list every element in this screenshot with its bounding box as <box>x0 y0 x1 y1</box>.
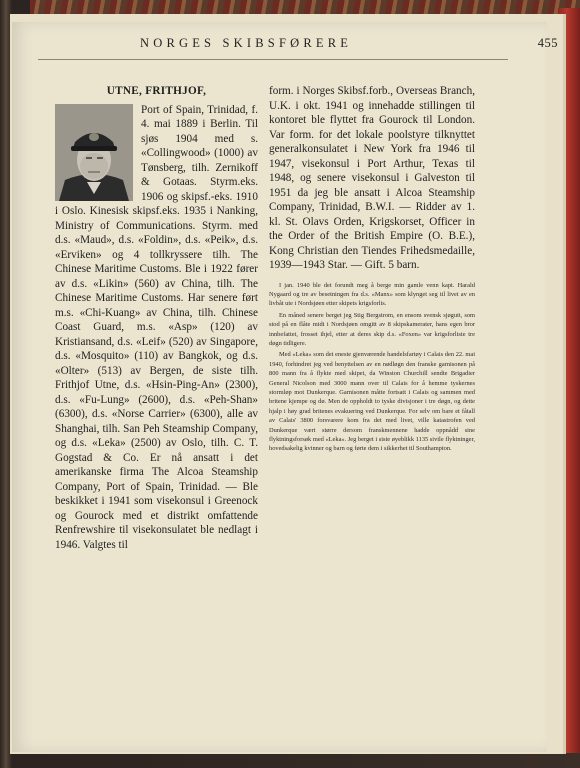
portrait-photo <box>55 104 133 201</box>
small-paragraph: I jan. 1940 ble det forundt meg å berge min gamle venn kapt. Harald Nygaard og tre av besetningen fra d.s. «Manx» som klynget seg til livet av en livbåt ute i Nordsjøen etter skipets krigsforlis. <box>269 281 475 308</box>
right-column <box>269 84 475 456</box>
small-print-notes <box>269 281 475 454</box>
running-title: NORGES SKIBSFØRERE <box>140 36 353 50</box>
header-rule <box>38 59 508 60</box>
entry-left-text: Port of Spain, Trinidad, f. 4. mai 1889 i Berlin. Til sjøs 1904 med s. «Collingwood» (1000) av Tønsberg, tilh. Zernikoff & Gotaas. Styrm.eks. 1906 og skipsf.-eks. 1910 i Oslo. Kinesisk skipsf.eks. 1935 i Nanking, Ministry of Communications. Styrm. med d.s. «Maud», d.s. «Foldin», d.s. «Peik», d.s. «Erviken» og 4 tollkryssere tilh. The Chinese Maritime Customs. Ble i 1922 fører av d.s. «Likin» (560) av China, tilh. The Chinese Maritime Customs. Har senere ført m.s. «Chi-Kuang» av China, tilh. Chinese Coast Guard, m.s. «Asp» (120) av Kristiansand, d.s. «Leif» (520) av Singapore, d.s. «Mosquito» (110) av Bangkok, og d.s. «Olter» (513) av Bergen, de siste tilh. Frithjof Utne, d.s. «Hsin-Ping-An» (2300), d.s. «Fu-Lung» (2600), d.s. «Peh-Shan» (6300), d.s. «Norse Carrier» (6300), alle av Shanghai, tilh. San Peh Steamship Company, og d.s. «Leka» (2500) av Oslo, tilh. C. T. Gogstad & Co. Er nå ansatt i det amerikanske firma The Alcoa Steamship Company, Port of Spain, Trinidad. — Ble beskikket i 1941 som visekonsul i Greenock og Gourock med et distrikt omfattende Renfrewshire til visekonsulatet ble nedlagt i 1946. Valgtes til <box>55 103 258 551</box>
entry-right-text: form. i Norges Skibsf.forb., Overseas Branch, U.K. i okt. 1941 og innehadde stillingen til kontoret ble flyttet fra Gourock til London. Var form. for det lokale poolstyre tilknyttet generalkonsulatet i New York fra 1946 til 1947, visekonsul i Port Arthur, Texas til 1948, og senere visekonsul i Galveston til 1951 da jeg ble ansatt i Alcoa Steamship Company, Trinidad, B.W.I. — Ridder av 1. kl. St. Olavs Orden, Krigskorset, Officer in the Order of the British Empire (O. B.E.), Kong Christian den Tiendes Frihedsmedaille, 1939—1943 Star. — Gift. 5 barn. <box>269 85 475 271</box>
small-paragraph: Med «Leka» som det eneste gjenværende handelsfartøy i Calais den 22. mai 1940, forhindret jeg ved benyttelsen av en nødløgn den franske garnisonen på 800 mann fra å flykte med skipet, da Winston Churchill sendte Brigadier General Nicolson med 3000 mann over til Calais for å hemme tyskernes stormløp mot Dunkerque. Garnisonen måtte fortsatt i Calais og sammen med britene kjempe og dø. Men de oppholdt to tyske divisjoner i tre døgn, og dette hjalp i høy grad britenes evakuering ved Dunkerque. For selv om bare et fåtall av Calais' 3800 forsvarere kom fra det med livet, ville katastrofen ved Dunkerque vært større dersom franskmennene hadde oppnådd sine flyktningsforsøk med «Leka». Jeg berget i siste øyeblikk 1135 sivile flyktninger, hovedsakelig kvinner og barn og førte dem i sikkerhet til Southampton. <box>269 351 475 453</box>
running-header <box>40 36 558 56</box>
entry-name: UTNE, FRITHJOF, <box>106 85 207 97</box>
left-column <box>55 84 258 552</box>
page-number: 455 <box>537 36 558 50</box>
small-paragraph: En måned senere berget jeg Stig Bergstrom, en ensom svensk sjøgutt, som stod på en flåte midt i Nordsjøen omgitt av 8 skipskamerater, hans egen bror innbefattet, frosset ihjel, etter at deres skip d.s. «Foxen» var krigsforliste tre døgn tidligere. <box>269 311 475 347</box>
